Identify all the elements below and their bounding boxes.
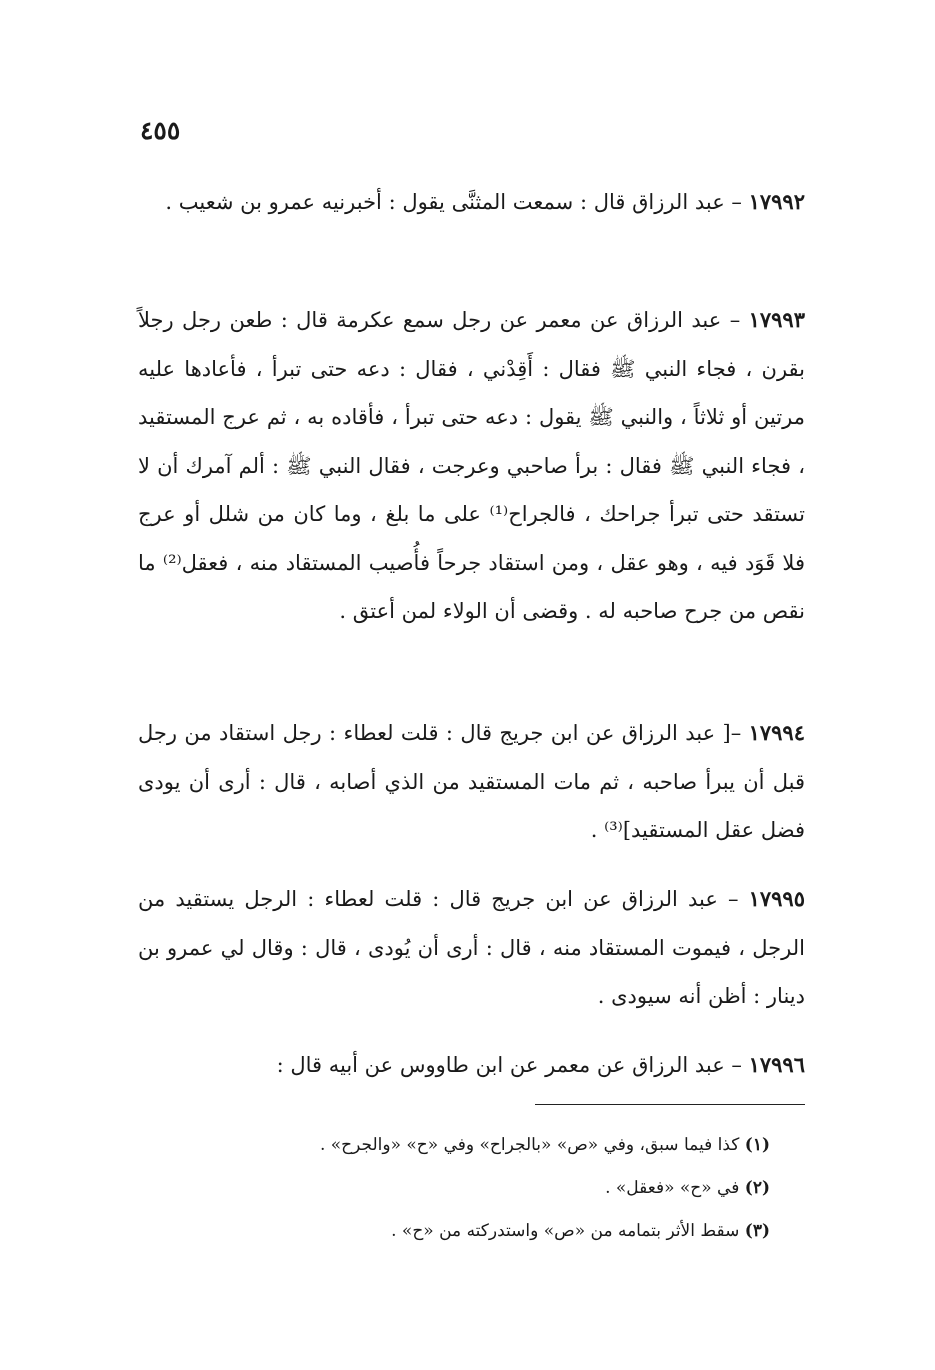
entry-text: – عبد الرزاق عن ابن جريج قال : قلت لعطاء : الرجل يستقيد من الرجل ، فيموت المستقاد منه ، قال : أرى أن يُودى ، قال : وقال لي عمرو بن دينار : أظن أنه سيودى . (138, 887, 805, 1008)
entry-number: ١٧٩٩٣ (748, 307, 805, 332)
footnote-text: سقط الأثر بتمامه من «ص» واستدركته من «ح» . (391, 1221, 745, 1241)
entry-number: ١٧٩٩٤ (748, 720, 805, 745)
page-number: ٤٥٥ (140, 116, 181, 145)
entry-text: – عبد الرزاق عن معمر عن ابن طاووس عن أبيه قال : (276, 1053, 749, 1077)
entry-paragraph (138, 178, 805, 227)
entry-text: –[ عبد الرزاق عن ابن جريج قال : قلت لعطاء : رجل استقاد من رجل قبل أن يبرأ صاحبه ، ثم مات المستقيد من الذي أصابه ، قال : أرى أن يودى فضل عقل المستقيد]⁽³⁾ . (138, 721, 805, 842)
entry-text: – عبد الرزاق عن معمر عن رجل سمع عكرمة قال : طعن رجل رجلاً بقرن ، فجاء النبي ﷺ فقال : أَقِدْني ، فقال : دعه حتى تبرأ ، فأعادها عليه مرتين أو ثلاثاً ، والنبي ﷺ يقول : دعه حتى تبرأ ، فأقاده به ، ثم عرج المستقيد ، فجاء النبي ﷺ فقال : برأ صاحبي وعرجت ، فقال النبي ﷺ : ألم آمرك أن لا تستقد حتى تبرأ جراحك ، فالجراح⁽¹⁾ على ما بلغ ، وما كان من شلل أو عرج فلا قَوَد فيه ، وهو عقل ، ومن استقاد جرحاً فأُصيب المستقاد منه ، فعقل⁽²⁾ ما نقص من جرح صاحبه له . وقضى أن الولاء لمن أعتق . (138, 308, 806, 623)
entry-number: ١٧٩٩٢ (748, 189, 805, 214)
footnote-number: (٣) (744, 1221, 770, 1241)
entry-number: ١٧٩٩٦ (748, 1052, 805, 1077)
footnote-number: (٢) (744, 1178, 770, 1198)
footnote-divider (535, 1104, 805, 1105)
entry-paragraph (138, 709, 805, 855)
entry-text: – عبد الرزاق قال : سمعت المثنَّى يقول : أخبرنيه عمرو بن شعيب . (165, 190, 749, 214)
footnotes (200, 1124, 770, 1253)
entry-paragraph (138, 1041, 805, 1090)
footnote-text: في «ح» «فعقل» . (605, 1178, 745, 1198)
footnote (200, 1124, 770, 1167)
entry-paragraph (138, 296, 805, 636)
footnote-text: كذا فيما سبق، وفي «ص» «بالجراح» وفي «ح» «والجرح» . (319, 1135, 745, 1155)
footnote-number: (١) (744, 1135, 770, 1155)
footnote (200, 1210, 770, 1253)
entry-paragraph (138, 875, 805, 1021)
hadith-entry (138, 709, 805, 855)
hadith-entry (138, 178, 805, 227)
hadith-entry (138, 296, 805, 636)
hadith-entry (138, 875, 805, 1021)
footnote (200, 1167, 770, 1210)
hadith-entry (138, 1041, 805, 1090)
entry-number: ١٧٩٩٥ (748, 886, 805, 911)
